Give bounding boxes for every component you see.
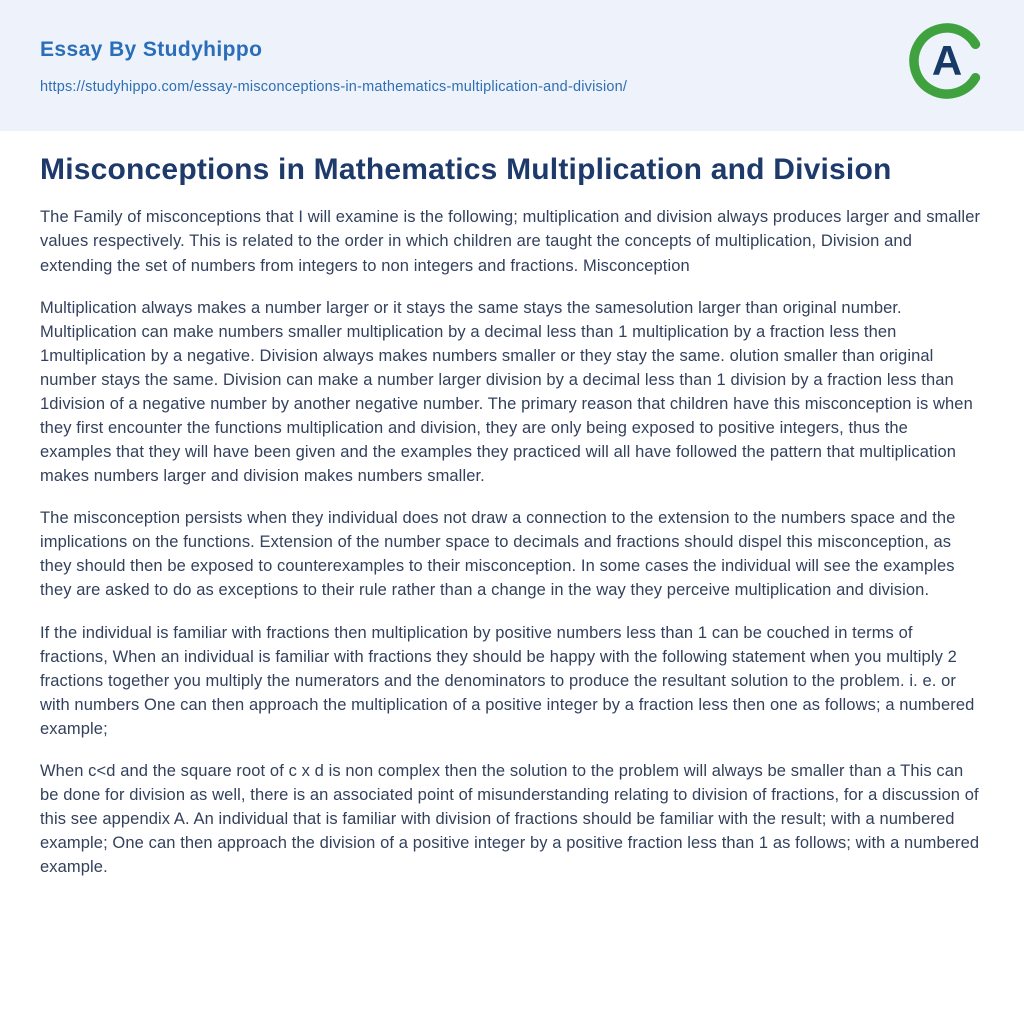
site-title: Essay By Studyhippo (40, 38, 263, 61)
article-paragraph-3: The misconception persists when they individual does not draw a connection to the extension to the numbers space and the implications on the functions. Extension of the number space to decimals and fractions should dispel this misconception, as they should then be exposed to counterexamples to their misconception. In some cases the individual will see the examples they are asked to do as exceptions to their rule rather than a change in the way they perceive multiplication and division. (40, 509, 956, 600)
article-paragraph-5: When c<d and the square root of c x d is non complex then the solution to the problem will always be smaller than a This can be done for division as well, there is an associated point of misunderstanding relating to division of fractions, for a discussion of this see appendix A. An individual that is familiar with division of fractions should be familiar with the result; with a numbered example; One can then approach the division of a positive integer by a positive fraction less than 1 as follows; with a numbered example. (40, 761, 980, 877)
studyhippo-logo-icon (908, 22, 986, 100)
logo-letter: A (931, 37, 963, 84)
article-body (0, 131, 1024, 879)
page-header (0, 0, 1024, 131)
article-paragraph-2: Multiplication always makes a number larger or it stays the same stays the samesolution larger than original number. Multiplication can make numbers smaller multiplication by a decimal less than 1 multiplication by a fraction less then 1multiplication by a negative. Division always makes numbers smaller or they stay the same. olution smaller than original number stays the same. Division can make a number larger division by a decimal less than 1 division by a fraction less than 1division of a negative number by another negative number. The primary reason that children have this misconception is when they first encounter the functions multiplication and division, they are only being exposed to positive integers, thus the examples that they will have been given and the examples they practiced will all have followed the pattern that multiplication makes numbers larger and division makes numbers smaller. (40, 298, 973, 486)
article-title: Misconceptions in Mathematics Multiplication and Division (40, 153, 892, 186)
article-paragraph-1: The Family of misconceptions that I will examine is the following; multiplication and division always produces larger and smaller values respectively. This is related to the order in which children are taught the concepts of multiplication, Division and extending the set of numbers from integers to non integers and fractions. Misconception (40, 208, 981, 275)
article-paragraph-4: If the individual is familiar with fractions then multiplication by positive numbers less than 1 can be couched in terms of fractions, When an individual is familiar with fractions they should be happy with the following statement when you multiply 2 fractions together you multiply the numerators and the denominators to produce the resultant solution to the problem. i. e. or with numbers One can then approach the multiplication of a positive integer by a fraction less then one as follows; a numbered example; (40, 623, 975, 738)
page-url-link[interactable]: https://studyhippo.com/essay-misconceptions-in-mathematics-multiplication-and-division/ (40, 79, 628, 95)
studyhippo-logo (908, 22, 986, 100)
